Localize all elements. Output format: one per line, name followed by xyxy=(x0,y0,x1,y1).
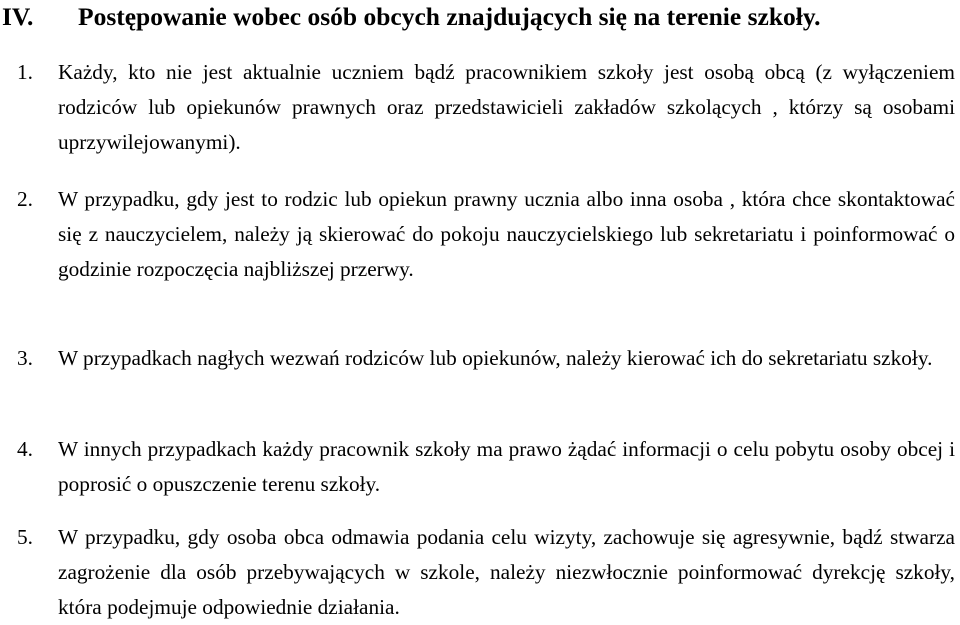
list-item-text: W przypadkach nagłych wezwań rodziców lub opiekunów, należy kierować ich do sekretariatu szkoły. xyxy=(58,346,933,370)
section-heading xyxy=(2,1,957,33)
list-item-number: 1. xyxy=(17,60,33,84)
list-item-text: W przypadku, gdy jest to rodzic lub opiekun prawny ucznia albo inna osoba , która chce skontaktować się z nauczycielem, należy ją skierować do pokoju nauczycielskiego lub sekretariatu i poinformować o godzinie rozpoczęcia najbliższej przerwy. xyxy=(58,187,955,281)
section-title: Postępowanie wobec osób obcych znajdujących się na terenie szkoły. xyxy=(78,2,821,31)
list-item-number: 4. xyxy=(17,437,33,461)
list-item-text: W przypadku, gdy osoba obca odmawia podania celu wizyty, zachowuje się agresywnie, bądź stwarza zagrożenie dla osób przebywających w szkole, należy niezwłocznie poinformować dyrekcję szkoły, która podejmuje odpowiednie działania. xyxy=(58,525,955,619)
section-number: IV. xyxy=(2,2,34,31)
list-item xyxy=(17,341,955,376)
list-item-number: 2. xyxy=(17,187,33,211)
list-item xyxy=(17,55,955,160)
list-item-number: 3. xyxy=(17,346,33,370)
list-item xyxy=(17,520,955,625)
list-item xyxy=(17,432,955,502)
list-item-text: Każdy, kto nie jest aktualnie uczniem bądź pracownikiem szkoły jest osobą obcą (z wyłączeniem rodziców lub opiekunów prawnych oraz przedstawicieli zakładów szkolących , którzy są osobami uprzywilejowanymi). xyxy=(58,60,955,154)
list-item-number: 5. xyxy=(17,525,33,549)
list-item xyxy=(17,182,955,287)
list-item-text: W innych przypadkach każdy pracownik szkoły ma prawo żądać informacji o celu pobytu osoby obcej i poprosić o opuszczenie terenu szkoły. xyxy=(58,437,955,496)
